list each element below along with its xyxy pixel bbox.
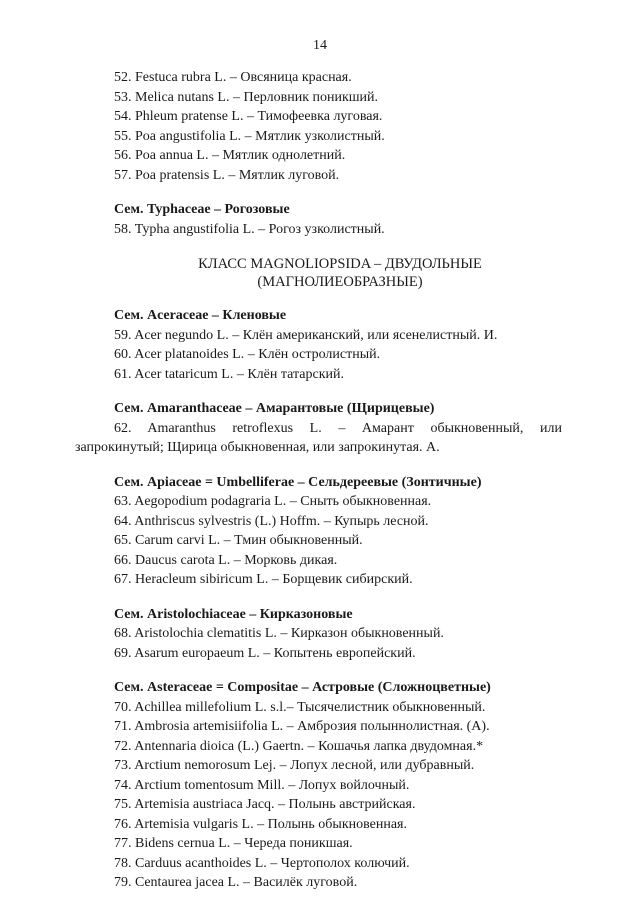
species-item: 53. Melica nutans L. – Перловник поникший. [114,89,379,105]
family-heading-amaranthaceae: Сем. Amaranthaceae – Амарантовые (Щирицевые) [114,401,435,416]
species-item: 58. Typha angustifolia L. – Рогоз узколистный. [114,221,385,237]
species-item: 78. Carduus acanthoides L. – Чертополох колючий. [114,855,410,871]
species-item: 71. Ambrosia artemisiifolia L. – Амброзия полыннолистная. (А). [114,719,490,734]
family-heading-asteraceae: Сем. Asteraceae = Compositae – Астровые (Сложноцветные) [114,680,491,695]
family-heading-typhaceae: Сем. Typhaceae – Рогозовые [114,202,290,217]
species-item: 63. Aegopodium podagraria L. – Сныть обыкновенная. [114,494,432,509]
species-item: 69. Asarum europaeum L. – Копытень европейский. [114,645,416,661]
species-item: 75. Artemisia austriaca Jacq. – Полынь австрийская. [114,797,416,812]
species-item: 70. Achillea millefolium L. s.l.– Тысячелистник обыкновенный. [114,699,486,715]
class-heading-line1: КЛАСС MAGNOLIOPSIDA – ДВУДОЛЬНЫЕ [198,256,482,272]
species-item: 59. Acer negundo L. – Клён американский, или ясенелистный. И. [114,327,498,343]
class-heading [0,255,640,291]
species-item: 52. Festuca rubra L. – Овсяница красная. [114,70,352,85]
species-item: 68. Aristolochia clematitis L. – Кирказон обыкновенный. [114,626,444,641]
species-item: 61. Acer tataricum L. – Клён татарский. [114,366,345,382]
species-item: 60. Acer platanoides L. – Клён остролистный. [114,347,381,362]
species-item: 55. Poa angustifolia L. – Мятлик узколистный. [114,128,385,144]
species-item: 74. Arctium tomentosum Mill. – Лопух войлочный. [114,777,410,793]
family-heading-aceraceae: Сем. Aceraceae – Кленовые [114,308,287,323]
species-item-line1: 62. Amaranthus retroflexus L. – Амарант обыкновенный, или [114,420,562,436]
species-item: 79. Centaurea jacea L. – Василёк луговой. [114,875,358,890]
species-item: 73. Arctium nemorosum Lej. – Лопух лесной, или дубравный. [114,758,475,773]
species-item: 77. Bidens cernua L. – Череда поникшая. [114,836,353,851]
page-number: 14 [313,38,327,53]
species-item: 66. Daucus carota L. – Морковь дикая. [114,552,338,568]
species-item: 57. Poa pratensis L. – Мятлик луговой. [114,167,340,183]
species-item-line2: запрокинутый; Щирица обыкновенная, или запрокинутая. А. [75,440,440,455]
species-item: 72. Antennaria dioica (L.) Gaertn. – Кошачья лапка двудомная.* [114,738,484,754]
class-heading-line2: (МАГНОЛИЕОБРАЗНЫЕ) [257,274,423,290]
species-item: 56. Poa annua L. – Мятлик однолетний. [114,148,346,163]
document-body [0,68,640,893]
species-item: 65. Carum carvi L. – Тмин обыкновенный. [114,533,363,548]
species-list-poaceae [0,68,640,185]
species-item: 64. Anthriscus sylvestris (L.) Hoffm. – Купырь лесной. [114,513,429,529]
species-item: 67. Heracleum sibiricum L. – Борщевик сибирский. [114,572,413,587]
species-item: 54. Phleum pratense L. – Тимофеевка луговая. [114,109,383,124]
family-heading-aristolochiaceae: Сем. Aristolochiaceae – Кирказоновые [114,606,353,622]
species-item: 76. Artemisia vulgaris L. – Полынь обыкновенная. [114,816,407,832]
family-heading-apiaceae: Сем. Apiaceae = Umbelliferae – Сельдереевые (Зонтичные) [114,474,482,490]
